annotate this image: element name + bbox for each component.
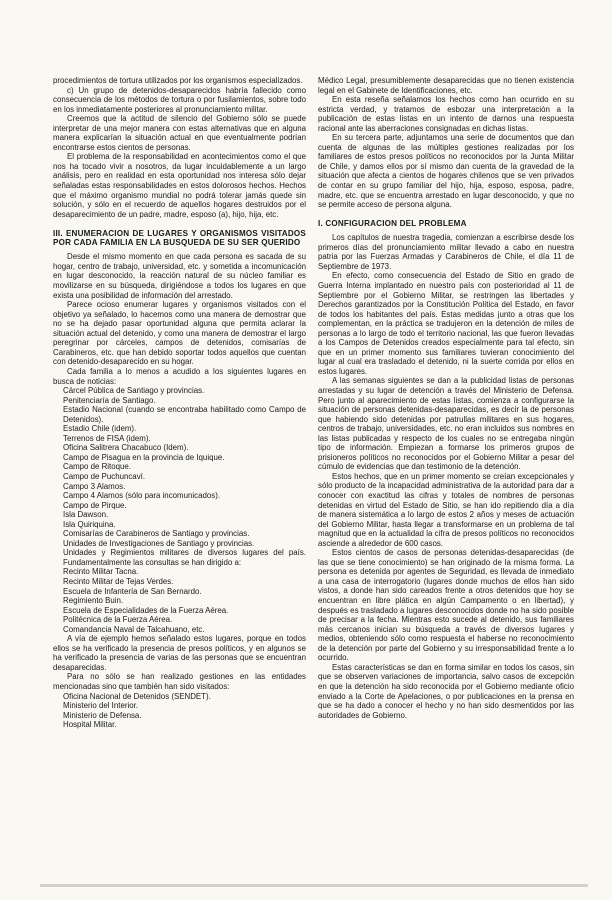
list-item: Campo 3 Alamos.: [63, 481, 126, 491]
paragraph: Para no sólo se han realizado gestiones en las entidades mencionadas sino que también han sido visitados:: [53, 672, 306, 691]
list-item: Ministerio de Defensa.: [63, 710, 142, 720]
list-item: Unidades de Investigaciones de Santiago y provincias.: [63, 538, 255, 548]
paragraph: Los capítulos de nuestra tragedia, comienzan a escribirse desde los primeros días del pronunciamiento militar llevado a cabo en nuestra patria por las Fuerzas Armadas y Carabineros de Chile, el día 11 de Septiembre de 1973.: [318, 233, 574, 271]
paragraph: Creemos que la actitud de silencio del Gobierno sólo se puede interpretar de una mejor manera con estas alternativas que en alguna manera explicarían la situación actual en que eventualmente podrían encontrarse estos cientos de personas.: [53, 114, 306, 152]
right-column: [318, 76, 574, 720]
scan-edge: [40, 884, 588, 887]
list-item: Comandancia Naval de Talcahuano, etc.: [63, 624, 205, 634]
section-heading-1: I. CONFIGURACION DEL PROBLEMA: [318, 219, 467, 229]
list-item: Ministerio del Interior.: [63, 701, 138, 711]
paragraph: Estos hechos, que en un primer momento se creían excepcionales y sólo producto de la incapacidad administrativa de la autoridad para dar a conocer con exactitud las cifras y totales de nombres de personas detenidas en virtud del Estado de Sitio, se han ido repitiendo día a día de manera sistemática a lo largo de estos 2 años y meses de actuación del Gobierno Militar, hasta llegar a transformarse en un problema de tal magnitud que en la actualidad la cifra de presos políticos no reconocidos asciende a alrededor de 600 casos.: [318, 471, 574, 548]
paragraph: Médico Legal, presumiblemente desaparecidas que no tienen existencia legal en el Gabinete de Identificaciones, etc.: [318, 76, 574, 95]
list-item: Recinto Militar Tacna.: [63, 567, 139, 577]
list-item: Hospital Militar.: [63, 720, 117, 730]
list-item: Unidades y Regimientos militares de diversos lugares del país. Fundamentalmente las consultas se han dirigido a:: [63, 548, 306, 567]
section-heading-3: III. ENUMERACION DE LUGARES Y ORGANISMOS VISITADOS POR CADA FAMILIA EN LA BUSQUEDA DE SU SER QUERIDO: [53, 228, 306, 248]
list-item: Estadio Nacional (cuando se encontraba habilitado como Campo de Detenidos).: [63, 405, 306, 424]
paragraph: c) Un grupo de detenidos-desaparecidos habría fallecido como consecuencia de los métodos de tortura o por fusilamientos, sobre todo en los inmediatamente posteriores al pronunciamiento militar.: [53, 85, 306, 114]
paragraph: En efecto, como consecuencia del Estado de Sitio en grado de Guerra Interna implantado en nuestro país con posterioridad al 11 de Septiembre por el Gobierno Militar, se restringen las libertades y Derechos garantizados por la Constitución Política del Estado, en favor de todos los habitantes del país. Estas medidas junto a otras que los complementan, en la práctica se tradujeron en la detención de miles de personas a lo largo de todo el territorio nacional, las que fueron llevadas a los Campos de Detenidos creados especialmente para tal efecto, sin que en un primer momento sus familiares tuvieran conocimiento del lugar al cual era trasladado el detenido, ni la suerte corrida por ellos en estos lugares.: [318, 271, 574, 376]
list-item: Oficina Salitrera Chacabuco (Idem).: [63, 443, 189, 453]
list-item: Campo 4 Alamos (sólo para incomunicados).: [63, 491, 221, 501]
paragraph: En esta reseña señalamos los hechos como han ocurrido en su estricta verdad, y tratamos de esbozar una interpretación a la publicación de estas listas en un intento de darnos una respuesta racional ante las aberraciones consignadas en dichas listas.: [318, 95, 574, 133]
paragraph: Estos cientos de casos de personas detenidas-desaparecidas (de las que se tiene conocimiento) se han originado de la misma forma. La persona es detenida por agentes de Seguridad, es llevada de inmediato a una casa de interrogatorio (lugares donde muchos de ellos han sido vistos, a donde han sido careados frente a otros detenidos que hoy se encuentran en libre plática en algún Campamento o en libertad), y después es trasladado a lugares desconocidos donde no ha sido posible de precisar a la fecha. Mientras esto sucede al detenido, sus familiares más cercanos inician su búsqueda a través de diversos lugares y medios, obteniendo sólo como respuesta el haberse no reconocimiento de la detención por parte del Gobierno y su irresponsabilidad frente a lo ocurrido.: [318, 548, 574, 663]
list-item: Isla Dawson.: [63, 510, 109, 520]
paragraph: procedimientos de tortura utilizados por los organismos especializados.: [53, 76, 303, 85]
list-item: Comisarías de Carabineros de Santiago y provincias.: [63, 529, 250, 539]
list-item: Penitenciaría de Santiago.: [63, 395, 156, 405]
offices-list: [53, 692, 306, 730]
paragraph: Desde el mismo momento en que cada persona es sacada de su hogar, centro de trabajo, universidad, etc. y sometida a incomunicación en lugar desconocido, la reacción natural de su núcleo familiar es movilizarse en su búsqueda, dirigiéndose a todos los lugares en que exista una posibilidad de información del arrestado.: [53, 252, 306, 300]
list-item: Escuela de Especialidades de la Fuerza Aérea.: [63, 605, 229, 615]
list-item: Cárcel Pública de Santiago y provincias.: [63, 386, 205, 396]
list-item: Campo de Puchuncaví.: [63, 471, 146, 481]
paragraph: Cada familia a lo menos a acudido a los siguientes lugares en busca de noticias:: [53, 366, 306, 386]
list-item: Regimiento Buin.: [63, 596, 124, 606]
paragraph: El problema de la responsabilidad en acontecimientos como el que nos ha tocado vivir a nosotros, da lugar incuidablemente a un largo análisis, pero en realidad en esta oportunidad nos interesa sólo dejar señaladas estas responsabilidades en estos dolorosos hechos. Hechos que el máximo organismo mundial no podrá tolerar jamás quede sin solución, y sólo en el recuerdo de aquellos hogares destruidos por el desaparecimiento de un padre, madre, esposo (a), hijo, hija, etc.: [53, 152, 306, 219]
paragraph: A las semanas siguientes se dan a la publicidad listas de personas arrestadas y su lugar de detención a través del Ministerio de Defensa. Pero junto al aparecimiento de estas listas, comienza a configurarse la situación de personas detenidas-desaparecidas, es decir la de personas que habiendo sido detenidas por patrullas militares en sus hogares, centros de trabajo, universidades, etc. no eran incluidos sus nombres en las listas publicadas y respecto de los cuales no se entregaba ningún tipo de información. Empiezan a formarse los primeros grupos de prisioneros políticos no reconocidos por el Gobierno Militar a pesar del cúmulo de evidencias que dan testimonio de la detención.: [318, 376, 574, 472]
paragraph: En su tercera parte, adjuntamos una serie de documentos que dan cuenta de algunas de las múltiples gestiones realizadas por los familiares de estos presos políticos no reconocidos por la Junta Militar de Chile, y damos ellos por sí mismo dan cuenta de la gravedad de la situación que afecta a cientos de hogares chilenos que se ven privados de contar en su grupo familiar del hijo, hija, esposo, esposa, padre, madre, etc. que se encuentra arrestado en lugar desconocido, y que no se permite acceso de persona alguna.: [318, 133, 574, 210]
left-column: [53, 76, 306, 730]
list-item: Escuela de Infantería de San Bernardo.: [63, 586, 202, 596]
list-item: Campo de Ritoque.: [63, 462, 131, 472]
paragraph: A vía de ejemplo hemos señalado estos lugares, porque en todos ellos se ha verificado la presencia de presos políticos, y en algunos se ha verificado la presencia de varias de las personas que se encuentran desaparecidas.: [53, 634, 306, 672]
paragraph: Parece ocioso enumerar lugares y organismos visitados con el objetivo ya señalado, lo hacemos como una manera de demostrar que no se ha dejado pasar oportunidad alguna que permita aclarar la situación actual del detenido, y como una manera de demostrar el largo peregrinar por cárceles, campos de detenidos, comisarías de Carabineros, etc. que han debido soportar todos aquellos que cuentan con detenido-desaparecido en su hogar.: [53, 300, 306, 367]
list-item: Politécnica de la Fuerza Aérea.: [63, 615, 173, 625]
list-item: Campo de Pirque.: [63, 500, 127, 510]
list-item: Terrenos de FISA (idem).: [63, 433, 151, 443]
paragraph: Estas características se dan en forma similar en todos los casos, sin que se observen variaciones de importancia, salvo casos de excepción en que la detención ha sido reconocida por el Gobierno mediante oficio enviado a la Corte de Apelaciones, o por publicaciones en la prensa en que se ha dado a conocer el hecho y no han sido desmentidos por las autoridades de Gobierno.: [318, 662, 574, 720]
list-item: Estadio Chile (idem).: [63, 424, 137, 434]
list-item: Isla Quiriquina.: [63, 519, 116, 529]
list-item: Campo de Pisagua en la provincia de Iquique.: [63, 452, 225, 462]
list-item: Oficina Nacional de Detenidos (SENDET).: [63, 691, 211, 701]
places-list: [53, 386, 306, 634]
list-item: Recinto Militar de Tejas Verdes.: [63, 576, 174, 586]
